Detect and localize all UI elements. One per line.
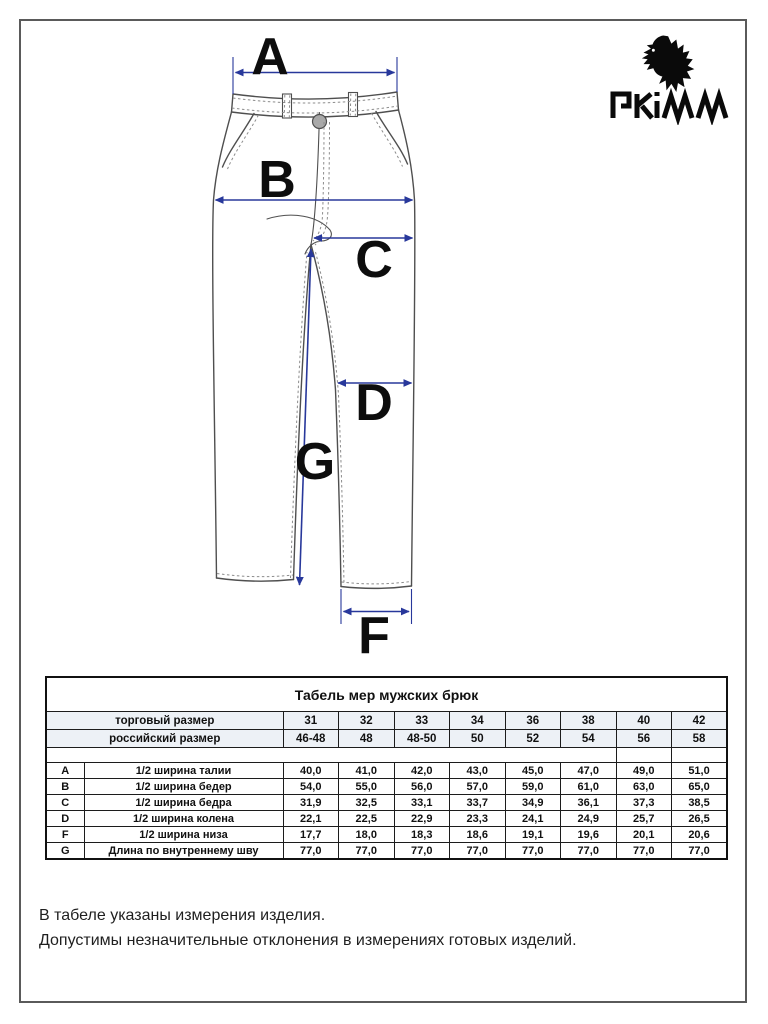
measurement-value: 77,0 — [561, 843, 617, 860]
lion-icon — [642, 35, 694, 92]
measurement-value: 49,0 — [616, 763, 672, 779]
measurement-letter: D — [46, 811, 84, 827]
measurement-letter: G — [46, 843, 84, 860]
measurement-name: 1/2 ширина бедра — [84, 795, 283, 811]
size-cell: 56 — [616, 730, 672, 748]
measurement-row-C — [46, 795, 727, 811]
measurement-value: 45,0 — [505, 763, 561, 779]
measurement-value: 17,7 — [283, 827, 339, 843]
measurement-value: 56,0 — [394, 779, 450, 795]
measurement-arrows — [216, 57, 413, 624]
measurement-value: 34,9 — [505, 795, 561, 811]
measurement-value: 55,0 — [339, 779, 395, 795]
measurement-value: 22,9 — [394, 811, 450, 827]
label-C: C — [355, 231, 393, 289]
measurement-value: 63,0 — [616, 779, 672, 795]
measurement-letter: B — [46, 779, 84, 795]
measurement-value: 32,5 — [339, 795, 395, 811]
label-F: F — [358, 607, 390, 665]
size-row-label: российский размер — [46, 730, 283, 748]
spacer-cell — [46, 748, 616, 763]
measurement-row-F — [46, 827, 727, 843]
measurement-value: 77,0 — [616, 843, 672, 860]
note-line-1: В табеле указаны измерения изделия. — [39, 907, 326, 924]
measurement-value: 77,0 — [394, 843, 450, 860]
measurement-value: 24,9 — [561, 811, 617, 827]
size-cell: 46-48 — [283, 730, 339, 748]
waist-button — [313, 115, 327, 129]
primm-wordmark — [613, 92, 726, 118]
measurement-value: 61,0 — [561, 779, 617, 795]
measurement-value: 31,9 — [283, 795, 339, 811]
measurement-value: 77,0 — [672, 843, 728, 860]
size-table-body — [46, 677, 727, 859]
measurement-row-B — [46, 779, 727, 795]
measurement-value: 22,1 — [283, 811, 339, 827]
size-cell: 33 — [394, 712, 450, 730]
size-cell: 32 — [339, 712, 395, 730]
size-cell: 34 — [450, 712, 506, 730]
measurement-name: Длина по внутреннему шву — [84, 843, 283, 860]
measurement-name: 1/2 ширина низа — [84, 827, 283, 843]
measurement-value: 42,0 — [394, 763, 450, 779]
measurement-name: 1/2 ширина колена — [84, 811, 283, 827]
measurement-name: 1/2 ширина бедер — [84, 779, 283, 795]
measurement-value: 54,0 — [283, 779, 339, 795]
measurement-value: 38,5 — [672, 795, 728, 811]
size-cell: 36 — [505, 712, 561, 730]
measurement-value: 41,0 — [339, 763, 395, 779]
measurement-value: 77,0 — [283, 843, 339, 860]
size-table-container — [45, 676, 728, 860]
measurement-value: 19,1 — [505, 827, 561, 843]
measurement-letter: C — [46, 795, 84, 811]
measurement-value: 43,0 — [450, 763, 506, 779]
label-A: A — [251, 28, 289, 86]
stitching-lines — [217, 94, 411, 586]
size-cell: 48 — [339, 730, 395, 748]
size-row-label: торговый размер — [46, 712, 283, 730]
measurement-value: 47,0 — [561, 763, 617, 779]
measurement-row-D — [46, 811, 727, 827]
measurement-value: 33,1 — [394, 795, 450, 811]
measure-arrow-G — [300, 249, 312, 585]
measurement-value: 77,0 — [450, 843, 506, 860]
russian-size-row — [46, 730, 727, 748]
size-cell: 58 — [672, 730, 728, 748]
size-cell: 52 — [505, 730, 561, 748]
measurement-value: 23,3 — [450, 811, 506, 827]
measurement-value: 20,1 — [616, 827, 672, 843]
measurement-value: 65,0 — [672, 779, 728, 795]
measurement-value: 20,6 — [672, 827, 728, 843]
size-cell: 31 — [283, 712, 339, 730]
size-cell: 42 — [672, 712, 728, 730]
measurement-value: 77,0 — [505, 843, 561, 860]
size-cell: 48-50 — [394, 730, 450, 748]
note-line-2: Допустимы незначительные отклонения в измерениях готовых изделий. — [39, 932, 577, 949]
measurement-value: 51,0 — [672, 763, 728, 779]
measurement-name: 1/2 ширина талии — [84, 763, 283, 779]
measurement-value: 24,1 — [505, 811, 561, 827]
spacer-cell — [672, 748, 728, 763]
measurement-value: 22,5 — [339, 811, 395, 827]
measurement-letter: A — [46, 763, 84, 779]
size-cell: 40 — [616, 712, 672, 730]
size-cell: 50 — [450, 730, 506, 748]
measurement-value: 18,6 — [450, 827, 506, 843]
measurement-value: 18,3 — [394, 827, 450, 843]
measurement-value: 19,6 — [561, 827, 617, 843]
measurement-value: 57,0 — [450, 779, 506, 795]
measurement-value: 36,1 — [561, 795, 617, 811]
footer-notes — [39, 903, 577, 953]
trade-size-row — [46, 712, 727, 730]
measurement-value: 77,0 — [339, 843, 395, 860]
size-cell: 54 — [561, 730, 617, 748]
measurement-value: 33,7 — [450, 795, 506, 811]
measurement-value: 18,0 — [339, 827, 395, 843]
label-G: G — [294, 433, 336, 491]
label-B: B — [258, 151, 296, 209]
measurement-letter: F — [46, 827, 84, 843]
measurement-value: 59,0 — [505, 779, 561, 795]
table-title: Табель мер мужских брюк — [46, 677, 727, 712]
label-D: D — [355, 374, 393, 432]
trousers-outline — [213, 92, 415, 588]
measurement-value: 25,7 — [616, 811, 672, 827]
measurement-value: 40,0 — [283, 763, 339, 779]
measurement-row-A — [46, 763, 727, 779]
size-cell: 38 — [561, 712, 617, 730]
spacer-cell — [616, 748, 672, 763]
table-title-row — [46, 677, 727, 712]
spacer-row — [46, 748, 727, 763]
size-table — [45, 676, 728, 860]
measurement-value: 26,5 — [672, 811, 728, 827]
measurement-row-G — [46, 843, 727, 860]
brand-logo — [600, 30, 740, 125]
measurement-value: 37,3 — [616, 795, 672, 811]
